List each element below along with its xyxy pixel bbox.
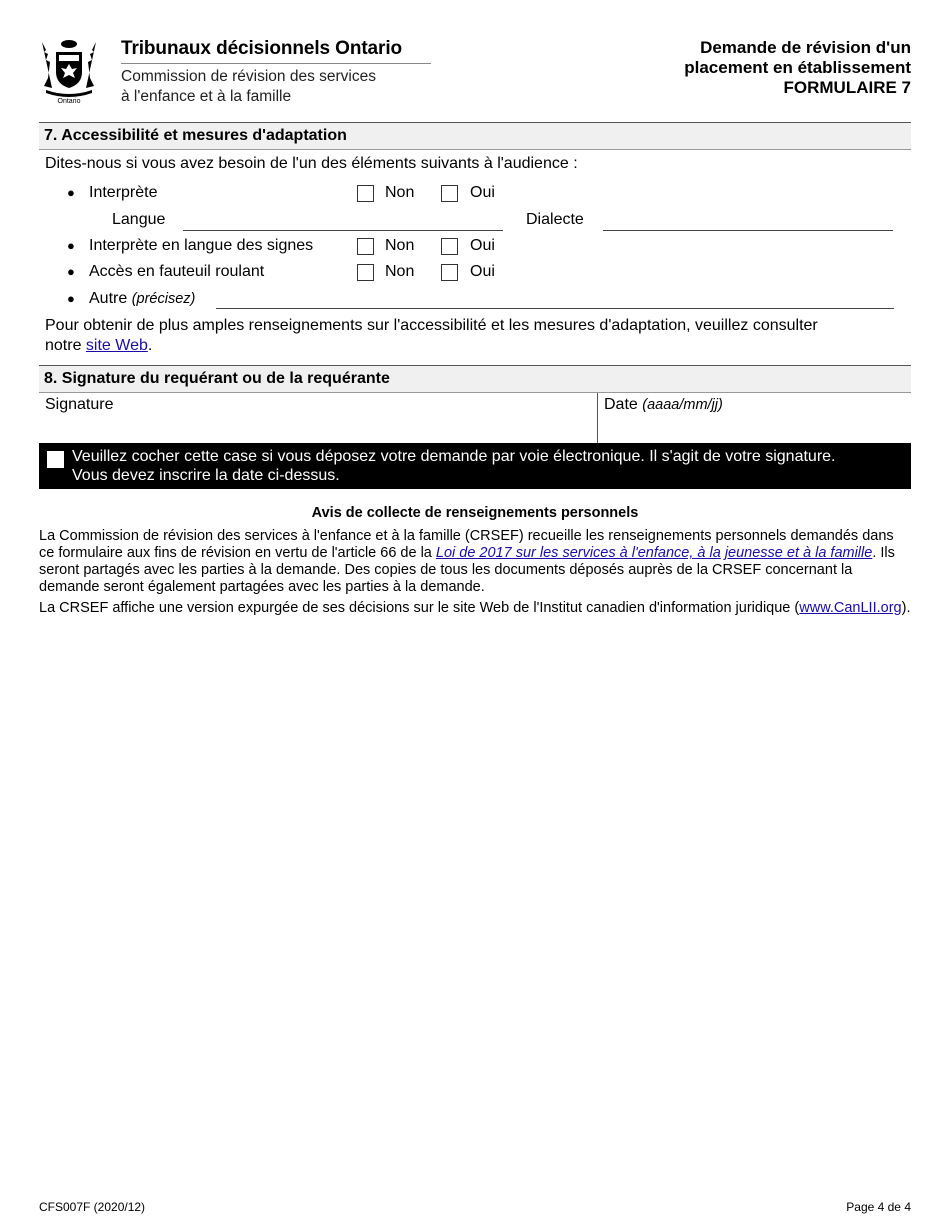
sign-language-no-checkbox[interactable] [357,238,374,255]
canlii-link[interactable]: www.CanLII.org [799,600,902,616]
wheelchair-label: Accès en fauteuil roulant [89,263,265,280]
signature-label: Signature [45,396,114,413]
notice-p1-text-2: demandés dans ce formulaire aux fins de révision en vertu de l'article 66 de la [39,528,894,561]
bullet: ● [67,264,75,279]
notice-p1-text-3: . Ils seront partagés avec les parties à la demande. Des copies de tous les documents déposés [39,545,895,578]
section-8-header: 8. Signature du requérant ou de la requérante [39,365,911,393]
notice-p2-open: ( [794,600,800,616]
form-code: CFS007F (2020/12) [39,1200,146,1214]
notice-p1-text-1: La Commission de révision des services à l'enfance et à la famille (CRSEF) recueille les renseignements personnels [39,528,787,544]
electronic-filing-line-1: Veuillez cocher cette case si vous déposez votre demande par voie électronique. Il s'agit de votre signature. [72,448,836,465]
form-title-line-2: placement en établissement [684,58,911,77]
page-number: Page 4 de 4 [846,1200,911,1214]
sign-language-yes-label: Oui [470,237,495,254]
wheelchair-yes-checkbox[interactable] [441,264,458,281]
dialect-input-line[interactable] [603,230,893,231]
other-input-line[interactable] [216,308,894,309]
form-title-line-1: Demande de révision d'un [700,38,911,57]
interpreter-no-checkbox[interactable] [357,185,374,202]
sign-language-yes-checkbox[interactable] [441,238,458,255]
section-7-header: 7. Accessibilité et mesures d'adaptation [39,122,911,150]
wheelchair-no-checkbox[interactable] [357,264,374,281]
section-7-intro: Dites-nous si vous avez besoin de l'un des éléments suivants à l'audience : [45,155,578,172]
interpreter-no-label: Non [385,184,415,201]
date-label-text: Date [604,396,638,413]
date-field[interactable] [598,394,911,443]
electronic-filing-text [72,447,836,485]
org-subtitle-line-2: à l'enfance et à la famille [121,88,292,105]
accessibility-info-line-2 [45,336,152,356]
bullet: ● [67,238,75,253]
dialect-label: Dialecte [526,211,584,228]
org-title: Tribunaux décisionnels Ontario [121,38,402,59]
wheelchair-yes-label: Oui [470,263,495,280]
wheelchair-no-label: Non [385,263,415,280]
electronic-filing-checkbox[interactable] [47,451,64,468]
svg-text:Ontario: Ontario [57,98,81,104]
org-subtitle [121,67,376,107]
form-title [684,38,911,98]
date-format-hint: (aaaa/mm/jj) [642,397,723,413]
other-label-text: Autre [89,290,128,307]
signature-field[interactable] [39,394,597,443]
privacy-notice-paragraph-1 [39,528,911,596]
privacy-notice-title: Avis de collecte de renseignements personnels [311,505,639,521]
interpreter-label: Interprète [89,184,158,201]
child-youth-family-act-link-cont[interactable]: jeunesse et à la famille [724,545,873,561]
notice-p1-text-4: auprès de la CRSEF concernant la demande seront également partagées avec les parties à la demande. [39,562,853,595]
accessibility-info-line-1: Pour obtenir de plus amples renseignements sur l'accessibilité et les mesures d'adaptation, veuillez consulter [45,317,818,334]
interpreter-yes-checkbox[interactable] [441,185,458,202]
child-youth-family-act-link[interactable]: Loi de 2017 sur les services à l'enfance, à la [435,545,721,561]
notice-p2-close: ). [901,600,911,616]
interpreter-yes-label: Oui [470,184,495,201]
form-number: FORMULAIRE 7 [783,78,911,97]
website-link[interactable]: site Web [85,337,148,354]
header-divider [121,63,431,64]
other-label [89,289,195,309]
other-hint: (précisez) [131,291,196,307]
sign-language-label: Interprète en langue des signes [89,237,314,254]
bullet: ● [67,291,75,306]
electronic-filing-banner [39,443,911,489]
bullet: ● [67,185,75,200]
accessibility-info-text: notre [45,337,82,354]
sign-language-no-label: Non [385,237,415,254]
language-label: Langue [112,211,166,228]
ontario-coat-of-arms-logo [38,38,100,104]
notice-p2-text: La CRSEF affiche une version expurgée de ses décisions sur le site Web de l'Institut canadien d'information juridique [39,600,791,616]
accessibility-info-end: . [147,337,153,354]
privacy-notice-paragraph-2 [39,600,911,617]
org-subtitle-line-1: Commission de révision des services [121,68,376,85]
electronic-filing-line-2: Vous devez inscrire la date ci-dessus. [72,467,340,484]
language-input-line[interactable] [183,230,503,231]
